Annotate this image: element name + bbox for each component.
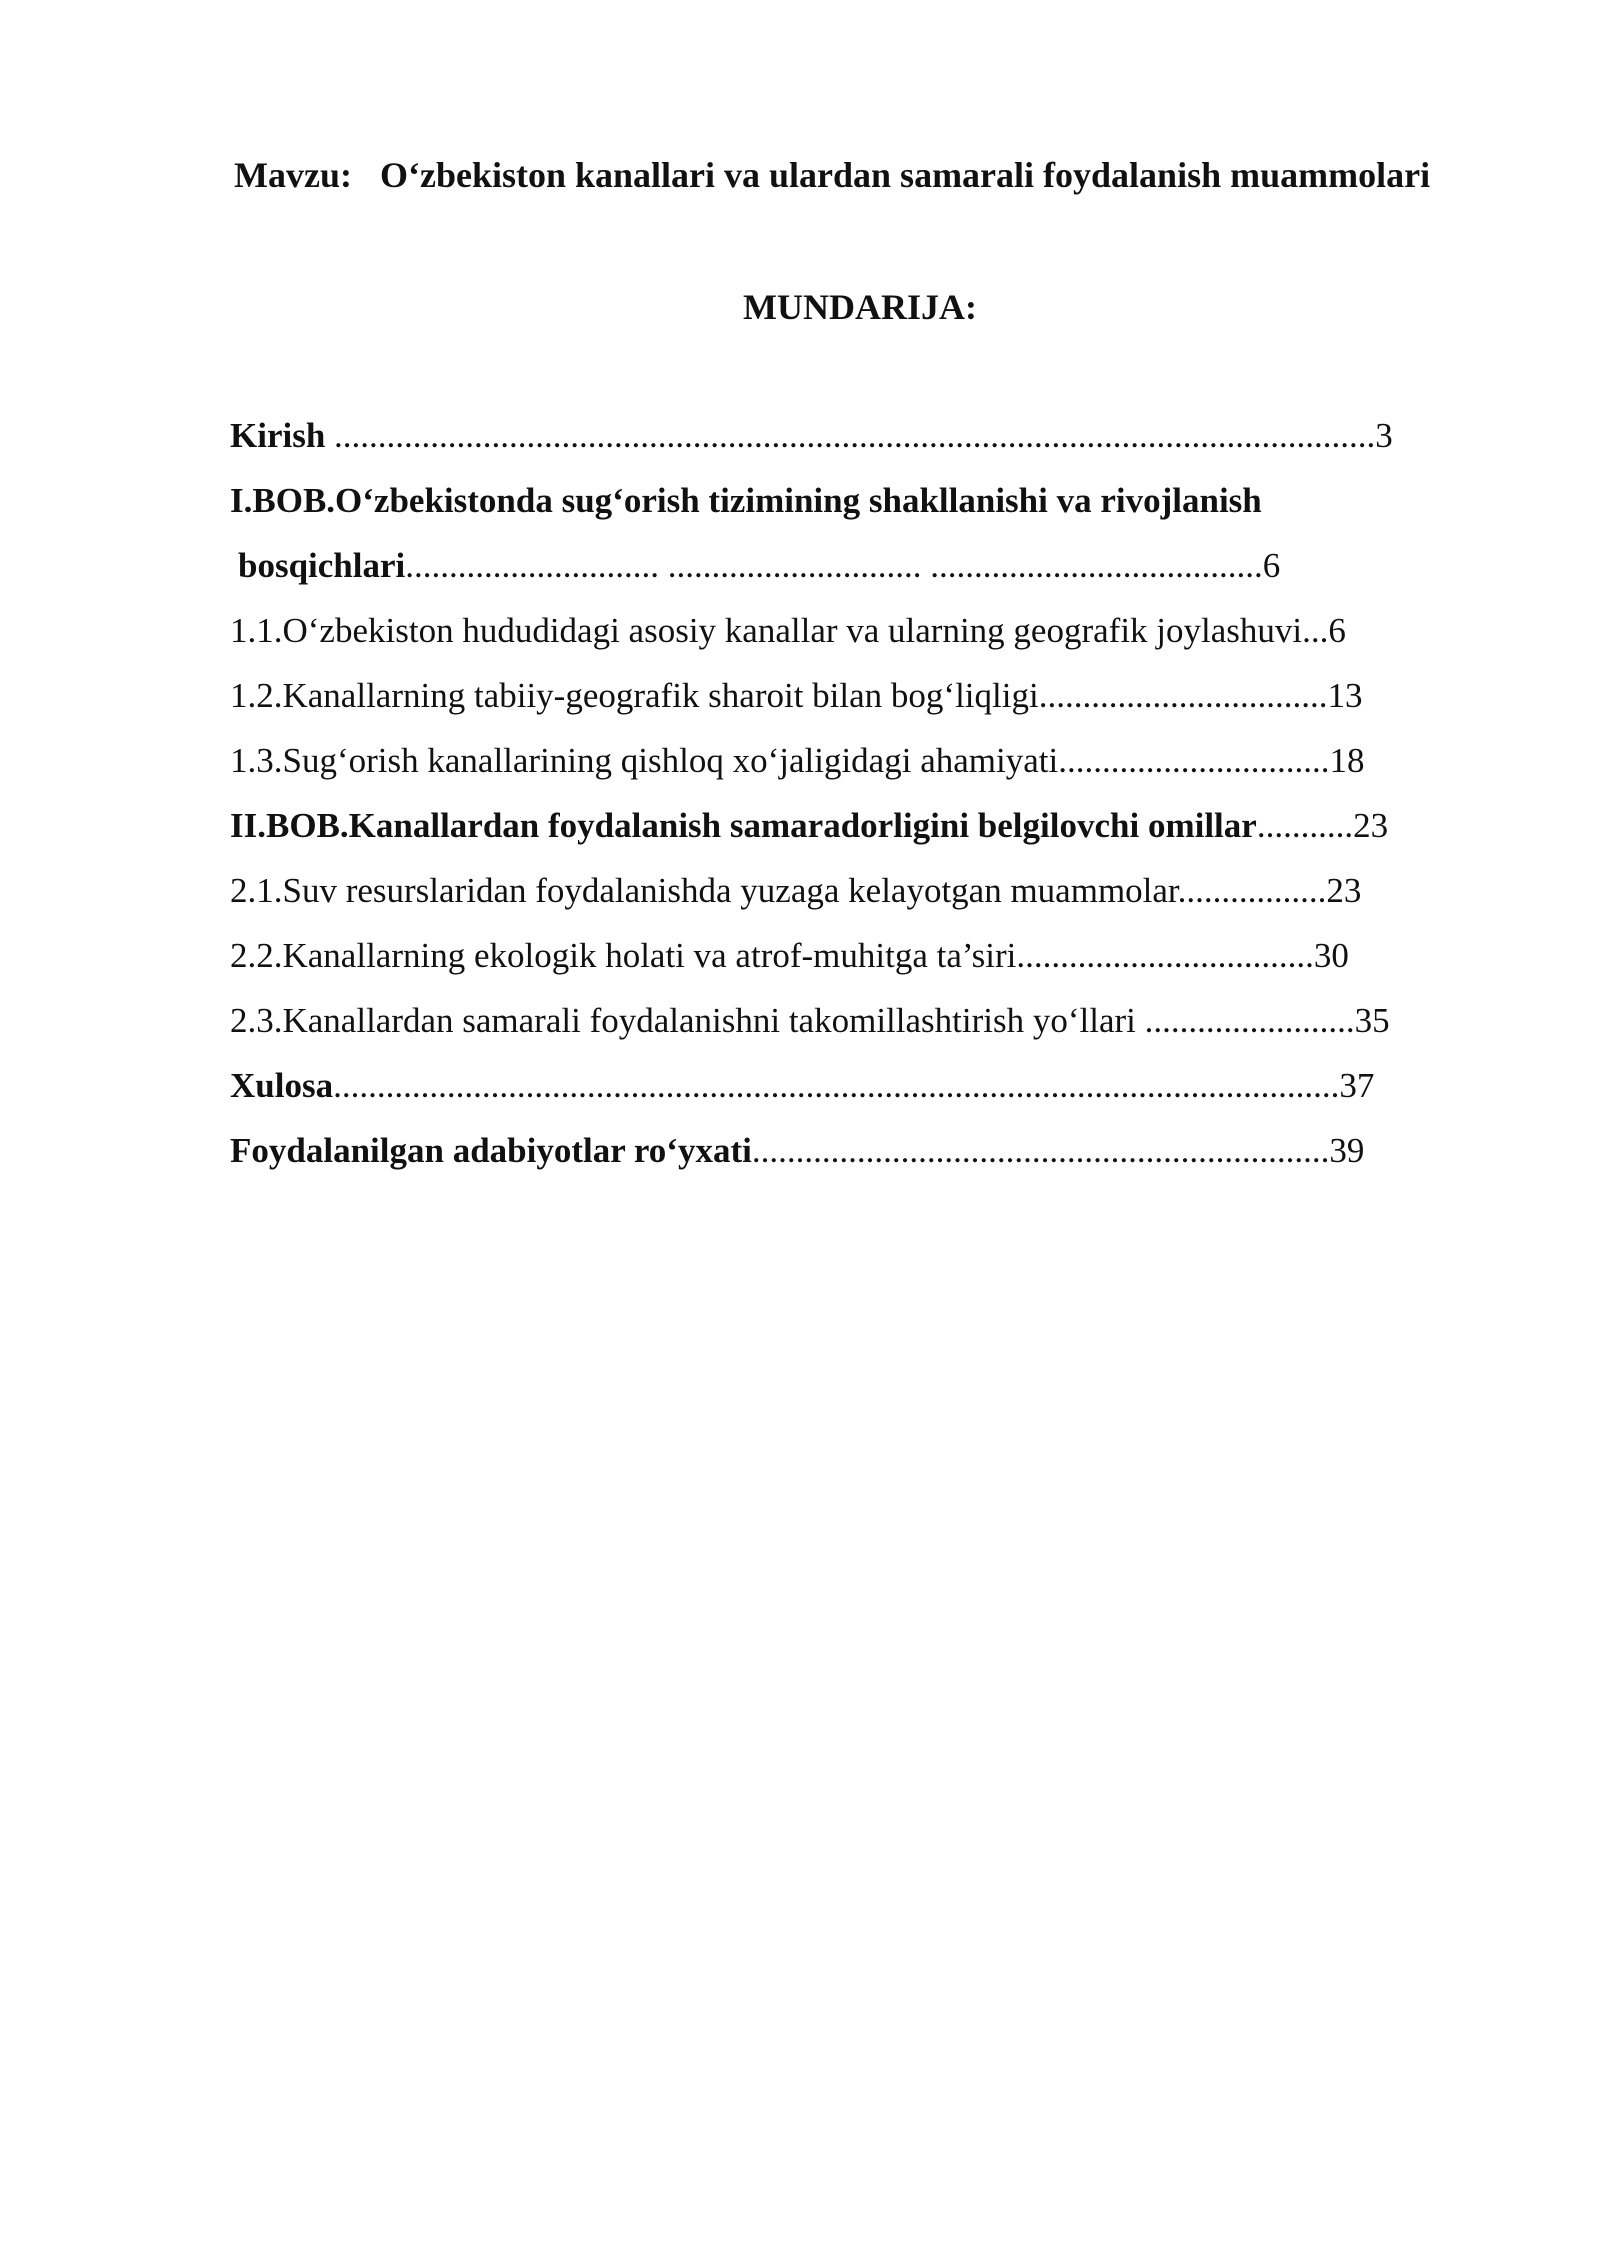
toc-entry-title: 1.3.Sug‘orish kanallarining qishloq xo‘jaligidagi ahamiyati: [230, 741, 1059, 780]
toc-entry-adabiyotlar: [230, 1127, 1364, 1175]
toc-entry-title: II.BOB.Kanallardan foydalanish samaradorligini belgilovchi omillar: [230, 806, 1257, 845]
toc-entry-dots: .................: [1177, 871, 1327, 910]
toc-entry-2-1: [230, 867, 1361, 915]
toc-entry-page: 37: [1339, 1066, 1375, 1105]
toc-entry-1-1: [230, 607, 1346, 655]
toc-entry-dots: .................................: [1038, 676, 1328, 715]
topic-title: O‘zbekiston kanallari va ulardan samarali foydalanish muammolari: [379, 155, 1431, 195]
toc-entry-2-2: [230, 932, 1349, 980]
toc-entry-title: 2.3.Kanallardan samarali foydalanishni takomillashtirish yo‘llari: [230, 1001, 1136, 1040]
toc-entry-dots: ...: [1302, 611, 1329, 650]
toc-entry-xulosa: [230, 1062, 1374, 1110]
toc-entry-title: 2.2.Kanallarning ekologik holati va atrof-muhitga ta’siri: [230, 936, 1017, 975]
toc-entry-title: 1.1.O‘zbekiston hududidagi asosiy kanallar va ularning geografik joylashuvi: [230, 611, 1303, 650]
toc-entry-bob2: [230, 802, 1388, 850]
toc-entry-page: 13: [1327, 676, 1363, 715]
toc-entry-dots: .......................................................................................................................: [325, 416, 1376, 455]
toc-entry-page: 23: [1326, 871, 1362, 910]
toc-entry-page: 35: [1354, 1001, 1390, 1040]
topic-label: Mavzu:: [234, 155, 352, 195]
toc-entry-2-3: [230, 997, 1390, 1045]
topic-line: [234, 150, 1430, 200]
toc-entry-dots: ..................................: [1016, 936, 1314, 975]
toc-entry-bob1-line1: [230, 477, 1262, 525]
toc-entry-title: bosqichlari: [238, 546, 406, 585]
toc-entry-kirish: [230, 412, 1393, 460]
toc-entry-page: 39: [1329, 1131, 1365, 1170]
toc-entry-1-3: [230, 737, 1364, 785]
toc-entry-page: 23: [1353, 806, 1389, 845]
toc-entry-dots: ............................. ............................. ......................................: [405, 546, 1263, 585]
toc-entry-title: Kirish: [230, 416, 326, 455]
toc-entry-title: Foydalanilgan adabiyotlar ro‘yxati: [230, 1131, 752, 1170]
toc-entry-title: 2.1.Suv resurslaridan foydalanishda yuzaga kelayotgan muammolar: [230, 871, 1178, 910]
toc-entry-page: 18: [1329, 741, 1365, 780]
toc-entry-page: 6: [1328, 611, 1346, 650]
toc-heading: MUNDARIJA:: [743, 287, 977, 327]
toc-entry-title: I.BOB.O‘zbekistonda sug‘orish tizimining shakllanishi va rivojlanish: [230, 481, 1262, 520]
toc-entry-1-2: [230, 672, 1362, 720]
toc-entry-title: Xulosa: [230, 1066, 334, 1105]
toc-entry-dots: ...............................: [1058, 741, 1330, 780]
toc-entry-dots: ...................................................................................................................: [333, 1066, 1340, 1105]
toc-entry-title: 1.2.Kanallarning tabiiy-geografik sharoit bilan bog‘liqligi: [230, 676, 1039, 715]
toc-entry-dots: ..................................................................: [751, 1131, 1330, 1170]
toc-entry-page: 30: [1313, 936, 1349, 975]
toc-entry-dots: ...........: [1256, 806, 1354, 845]
toc-entry-dots: ........................: [1135, 1001, 1355, 1040]
toc-entry-page: 3: [1375, 416, 1393, 455]
toc-entry-bob1-line2: [238, 542, 1280, 590]
toc-entry-page: 6: [1262, 546, 1281, 585]
